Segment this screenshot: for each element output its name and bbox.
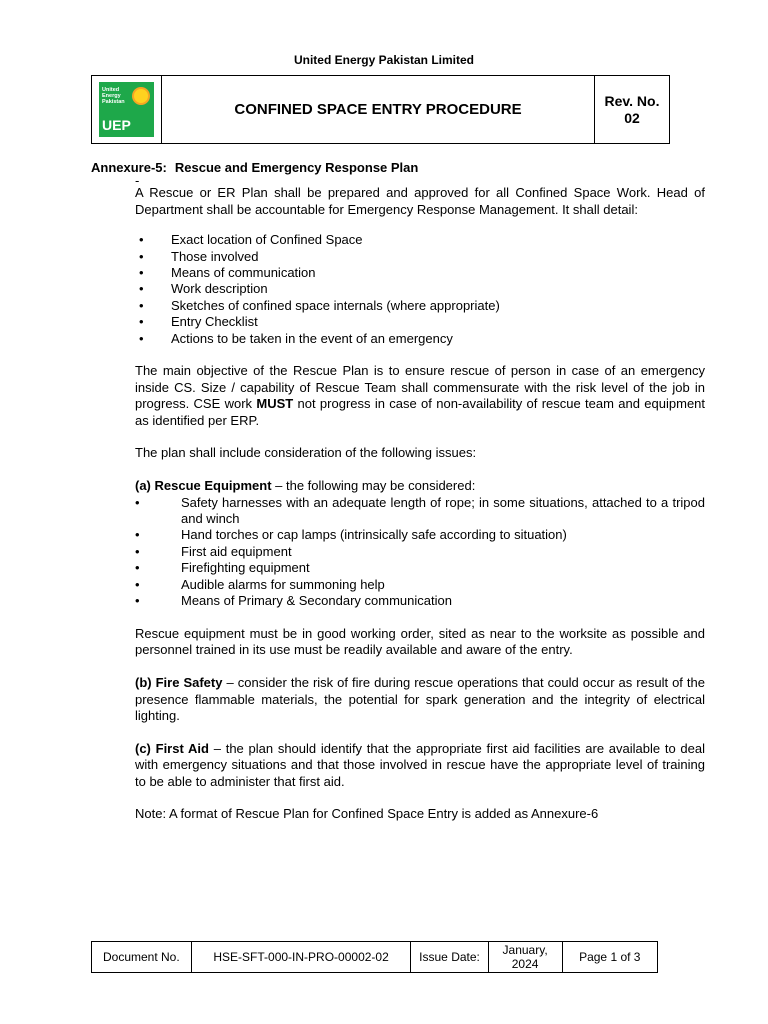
rev-value: 02 bbox=[624, 109, 640, 126]
issue-date-value: January, 2024 bbox=[488, 942, 562, 973]
bullet-icon: • bbox=[135, 576, 140, 592]
rev-label: Rev. No. bbox=[604, 92, 660, 109]
list-item: • Those involved bbox=[139, 248, 259, 264]
bullet-icon: • bbox=[135, 527, 140, 543]
sun-icon bbox=[134, 89, 148, 103]
document-title: CONFINED SPACE ENTRY PROCEDURE bbox=[162, 76, 595, 143]
list-item: • Exact location of Confined Space bbox=[139, 232, 363, 248]
must-emphasis: MUST bbox=[256, 396, 294, 412]
bullet-icon: • bbox=[139, 281, 144, 297]
list-item: • Entry Checklist bbox=[139, 314, 258, 330]
list-item: • Means of Primary & Secondary communication bbox=[135, 593, 452, 609]
page-number: Page 1 of 3 bbox=[562, 942, 657, 973]
document-header bbox=[91, 75, 670, 144]
list-item: • First aid equipment bbox=[135, 543, 292, 559]
list-item: • Work description bbox=[139, 281, 268, 297]
intro-paragraph: A Rescue or ER Plan shall be prepared and approved for all Confined Space Work. Head of Department shall be accountable for Emergency Response Management. It shall detail: bbox=[135, 185, 705, 217]
issues-intro: The plan shall include consideration of the following issues: bbox=[135, 445, 477, 461]
bullet-icon: • bbox=[139, 314, 144, 330]
list-item: • Hand torches or cap lamps (intrinsically safe according to situation) bbox=[135, 527, 567, 543]
bullet-icon: • bbox=[139, 297, 144, 313]
annexure-label: Annexure-5: bbox=[91, 160, 167, 175]
logo-cell bbox=[92, 76, 162, 143]
annexure-note: Note: A format of Rescue Plan for Confined Space Entry is added as Annexure-6 bbox=[135, 806, 599, 822]
doc-number-value: HSE-SFT-000-IN-PRO-00002-02 bbox=[191, 942, 411, 973]
dash-mark: - bbox=[135, 173, 140, 189]
rescue-equipment-list bbox=[135, 495, 705, 610]
logo-abbr: UEP bbox=[102, 117, 131, 133]
doc-number-label: Document No. bbox=[92, 942, 192, 973]
company-name: United Energy Pakistan Limited bbox=[293, 53, 475, 67]
first-aid-paragraph: (c) First Aid – the plan should identify that the appropriate first aid facilities are available to deal with emergency situations and that those involved in rescue have the appropriate level of training to be able to administer that first aid. bbox=[135, 740, 705, 789]
document-body bbox=[91, 160, 705, 823]
bullet-icon: • bbox=[135, 560, 140, 576]
annexure-heading bbox=[91, 160, 705, 176]
issue-date-label: Issue Date: bbox=[411, 942, 488, 973]
bullet-icon: • bbox=[139, 248, 144, 264]
list-item: • Safety harnesses with an adequate length of rope; in some situations, attached to a tripod and winch bbox=[135, 494, 705, 527]
bullet-icon: • bbox=[135, 543, 140, 559]
list-item: • Audible alarms for summoning help bbox=[135, 576, 385, 592]
objective-paragraph: The main objective of the Rescue Plan is to ensure rescue of person in case of an emergency inside CS. Size / capability of Rescue Team shall commensurate with the risk level of the job in progress. CSE work MUST not progress in case of non-availability of rescue team and equipment as identified per ERP. bbox=[135, 363, 706, 428]
bullet-icon: • bbox=[135, 494, 140, 510]
annexure-title: Rescue and Emergency Response Plan bbox=[174, 160, 419, 175]
list-item: • Firefighting equipment bbox=[135, 560, 310, 576]
equipment-note: Rescue equipment must be in good working order, sited as near to the worksite as possible and personnel trained in its use must be readily available and aware of the entry. bbox=[135, 625, 705, 658]
detail-list bbox=[135, 232, 705, 347]
uep-logo bbox=[99, 82, 154, 137]
logo-text: United Energy Pakistan bbox=[102, 87, 125, 105]
list-item: • Means of communication bbox=[139, 265, 316, 281]
revision-cell bbox=[595, 76, 669, 143]
list-item: • Sketches of confined space internals (where appropriate) bbox=[139, 297, 500, 313]
document-footer bbox=[91, 941, 658, 973]
bullet-icon: • bbox=[139, 330, 144, 346]
rescue-equipment-heading: (a) Rescue Equipment – the following may be considered: bbox=[135, 478, 476, 494]
bullet-icon: • bbox=[135, 593, 140, 609]
list-item: • Actions to be taken in the event of an emergency bbox=[139, 330, 453, 346]
bullet-icon: • bbox=[139, 265, 144, 281]
bullet-icon: • bbox=[139, 232, 144, 248]
fire-safety-paragraph: (b) Fire Safety – consider the risk of fire during rescue operations that could occur as result of the presence flammable materials, the potential for spark generation and the integrity of electrical lighting. bbox=[135, 675, 705, 723]
